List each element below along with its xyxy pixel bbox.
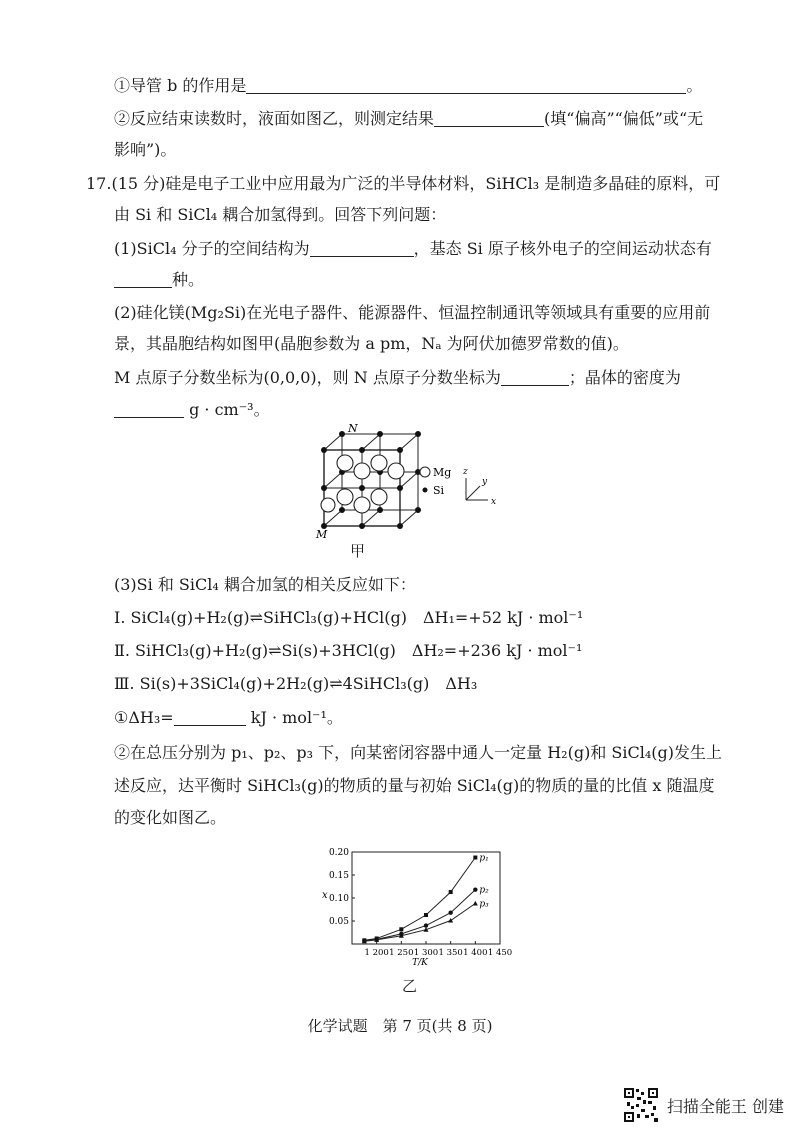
q17-stem: 17.(15 分)硅是电子工业中应用最为广泛的半导体材料，SiHCl₃ 是制造多晶硅的原料，可 <box>86 174 721 193</box>
y-tick-label: 0.05 <box>328 917 349 927</box>
q17-part1: (1)SiCl₄ 分子的空间结构为 ，基态 Si 原子核外电子的空间运动状态有 <box>114 239 712 258</box>
axis-x-label: x <box>491 497 497 507</box>
series-line <box>364 904 475 942</box>
y-tick-label: 0.10 <box>328 894 349 904</box>
axis-y-label: y <box>482 477 488 487</box>
crystal-cell-figure <box>300 424 510 540</box>
qr-code-icon <box>623 1087 659 1123</box>
data-point <box>448 911 452 915</box>
q17-part2-density: g · cm⁻³。 <box>114 400 270 420</box>
answer-blank[interactable] <box>310 240 414 257</box>
data-point <box>473 856 477 860</box>
q17-part1-cont: 种。 <box>114 270 204 290</box>
legend-si-icon <box>423 488 428 493</box>
q17-sub2: ②在总压分别为 p₁、p₂、p₃ 下，向某密闭容器中通人一定量 H₂(g)和 SiCl₄(g)发生上 <box>114 743 722 762</box>
data-point <box>424 913 428 917</box>
q16-item2: ②反应结束读数时，液面如图乙，则测定结果 (填“偏高”“偏低”或“无 <box>114 109 704 128</box>
q17-sub1: ①ΔH₃= kJ · mol⁻¹。 <box>114 708 343 727</box>
q17-part2-coord: M 点原子分数坐标为(0,0,0)，则 N 点原子分数坐标为 ；晶体的密度为 <box>114 368 681 387</box>
y-axis-label: x <box>322 890 328 901</box>
legend-mg: Mg <box>433 466 452 479</box>
q16-item1: ①导管 b 的作用是 。 <box>114 76 703 95</box>
scanner-label: 扫描全能王 创建 <box>666 1096 784 1116</box>
q17-sub2-cont: 述反应，达平衡时 SiHCl₃(g)的物质的量与初始 SiCl₄(g)的物质的量的比值 x 随温度 <box>114 776 715 795</box>
legend-mg-icon <box>420 467 430 477</box>
reaction-2: Ⅱ. SiHCl₃(g)+H₂(g)⇌Si(s)+3HCl(g) ΔH₂=+236 kJ · mol⁻¹ <box>114 641 583 660</box>
answer-blank[interactable] <box>501 369 569 386</box>
q17-sub2-cont2: 的变化如图乙。 <box>114 808 227 827</box>
data-point <box>473 888 477 892</box>
q16-item2-cont: 影响”)。 <box>114 140 177 159</box>
y-tick-label: 0.15 <box>328 871 349 881</box>
reaction-3: Ⅲ. Si(s)+3SiCl₄(g)+2H₂(g)⇌4SiHCl₃(g) ΔH₃ <box>114 674 478 693</box>
answer-blank[interactable] <box>434 110 544 127</box>
x-axis-label: T/K <box>412 958 428 968</box>
page-footer: 化学试题 第 7 页(共 8 页) <box>307 1017 493 1035</box>
data-point <box>399 927 403 931</box>
data-point <box>473 901 478 906</box>
figure-caption-yi: 乙 <box>402 977 418 995</box>
y-tick-label: 0.20 <box>328 848 349 858</box>
answer-blank[interactable] <box>114 271 172 288</box>
x-tick-label: 1 200 <box>364 948 389 958</box>
axis-z-label: z <box>463 467 468 477</box>
q17-stem-cont: 由 Si 和 SiCl₄ 耦合加氢得到。回答下列问题： <box>114 205 447 224</box>
x-tick-label: 1 450 <box>487 948 513 958</box>
answer-blank[interactable] <box>246 77 686 94</box>
q17-part3-intro: (3)Si 和 SiCl₄ 耦合加氢的相关反应如下： <box>114 575 416 594</box>
label-m: M <box>316 528 328 540</box>
cell-edges <box>324 434 418 526</box>
answer-blank[interactable] <box>174 709 246 726</box>
x-tick-label: 1 300 <box>413 948 439 958</box>
reaction-1: Ⅰ. SiCl₄(g)+H₂(g)⇌SiHCl₃(g)+HCl(g) ΔH₁=+52 kJ · mol⁻¹ <box>114 608 584 627</box>
answer-blank[interactable] <box>114 401 184 418</box>
series-label: p₁ <box>479 853 489 864</box>
series-label: p₂ <box>479 885 489 896</box>
data-point <box>448 918 453 923</box>
label-n: N <box>348 424 358 435</box>
x-tick-label: 1 400 <box>463 948 488 958</box>
q17-part2: (2)硅化镁(Mg₂Si)在光电子器件、能源器件、恒温控制通讯等领域具有重要的应用前 <box>114 303 711 322</box>
x-tick-label: 1 350 <box>438 948 463 958</box>
data-point <box>449 890 453 894</box>
scanner-watermark <box>623 1087 784 1123</box>
legend-si: Si <box>433 484 445 497</box>
series-label: p₃ <box>479 899 489 910</box>
figure-caption-jia: 甲 <box>350 542 366 560</box>
si-atoms <box>321 431 421 529</box>
q17-part2-cont: 景，其晶胞结构如图甲(晶胞参数为 a pm，Nₐ 为阿伏加德罗常数的值)。 <box>114 334 629 353</box>
equilibrium-chart <box>310 842 520 974</box>
x-tick-label: 1 250 <box>389 948 414 958</box>
